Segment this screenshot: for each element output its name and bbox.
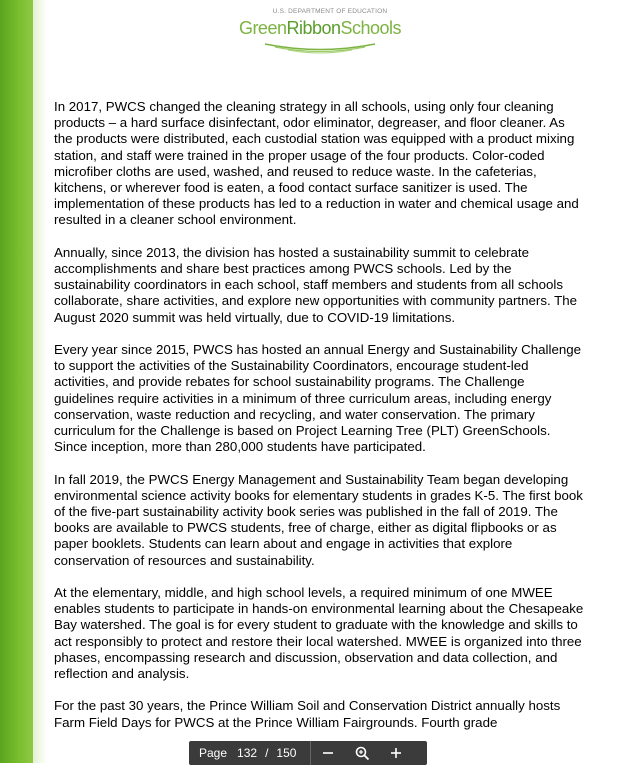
logo-brand-text [230, 18, 410, 39]
paragraph-activity-books: In fall 2019, the PWCS Energy Management and Sustainability Team began developing environmental science activity books for elementary students in grades K-5. The first book of the five-part sustainability activity book series was published in the fall of 2019. The books are available to PWCS students, free of charge, either as digital flipbooks or as paper booklets. Students can learn about and engage in activities that explore conservation of resources and sustainability. [54, 471, 583, 568]
paragraph-mwee: At the elementary, middle, and high school levels, a required minimum of one MWEE enables students to participate in hands-on environmental learning about the Chesapeake Bay watershed. The goal is for every student to graduate with the knowledge and skills to act responsibly to protect and restore their local watershed. MWEE is organized into three phases, encompassing research and discussion, observation and data collection, and reflection and analysis. [54, 585, 584, 682]
left-green-band [0, 0, 33, 763]
current-page-input[interactable]: 132 [237, 746, 258, 760]
logo-brand-part1: Green [238, 18, 287, 38]
page-separator: / [265, 746, 269, 760]
logo-department-text: U.S. DEPARTMENT OF EDUCATION [272, 8, 388, 15]
plus-icon [390, 747, 402, 759]
paragraph-sustainability-summit: Annually, since 2013, the division has hosted a sustainability summit to celebrate accomplishments and share best practices among PWCS schools. Led by the sustainability coordinators in each school, staff members and students from all schools collaborate, share activities, and explore new opportunities with community partners. The August 2020 summit was held virtually, due to COVID-19 limitations. [54, 244, 578, 325]
page-label: Page [199, 746, 228, 760]
zoom-in-button[interactable] [379, 741, 413, 765]
document-body [54, 99, 584, 747]
minus-icon [322, 747, 334, 759]
zoom-button[interactable] [345, 741, 379, 765]
paragraph-energy-challenge: Every year since 2015, PWCS has hosted an annual Energy and Sustainability Challenge to support the activities of the Sustainability Coordinators, encourage student-led activities, and provide rebates for school sustainability programs. The Challenge guidelines require activities in a minimum of three curriculum areas, including energy conservation, waste reduction and recycling, and water conservation. The primary curriculum for the Challenge is based on Project Learning Tree (PLT) GreenSchools. Since inception, more than 280,000 students have participated. [54, 342, 582, 455]
page-navigation-toolbar [189, 741, 427, 765]
logo-brand-part3: Schools [340, 18, 402, 38]
magnifier-icon [355, 746, 370, 761]
paragraph-cleaning-strategy: In 2017, PWCS changed the cleaning strategy in all schools, using only four cleaning products – a hard surface disinfectant, odor eliminator, degreaser, and floor cleaner. As the products were distributed, each custodial station was equipped with a product mixing station, and staff were trained in the proper usage of the four products. Color-coded microfiber cloths are used, washed, and reused to reduce waste. In the cafeterias, kitchens, or wherever food is eaten, a food contact surface sanitizer is used. The implementation of these products has led to a reduction in water and chemical usage and resulted in a cleaner school environment. [54, 99, 579, 228]
ribbon-swoosh-icon [260, 41, 380, 55]
total-pages: 150 [276, 746, 297, 760]
logo-brand-part2: Ribbon [286, 18, 341, 38]
zoom-out-button[interactable] [311, 741, 345, 765]
paragraph-farm-field-days: For the past 30 years, the Prince William Soil and Conservation District annually hosts Farm Field Days for PWCS at the Prince William Fairgrounds. Fourth grade [54, 698, 561, 730]
green-ribbon-schools-logo [230, 8, 410, 68]
